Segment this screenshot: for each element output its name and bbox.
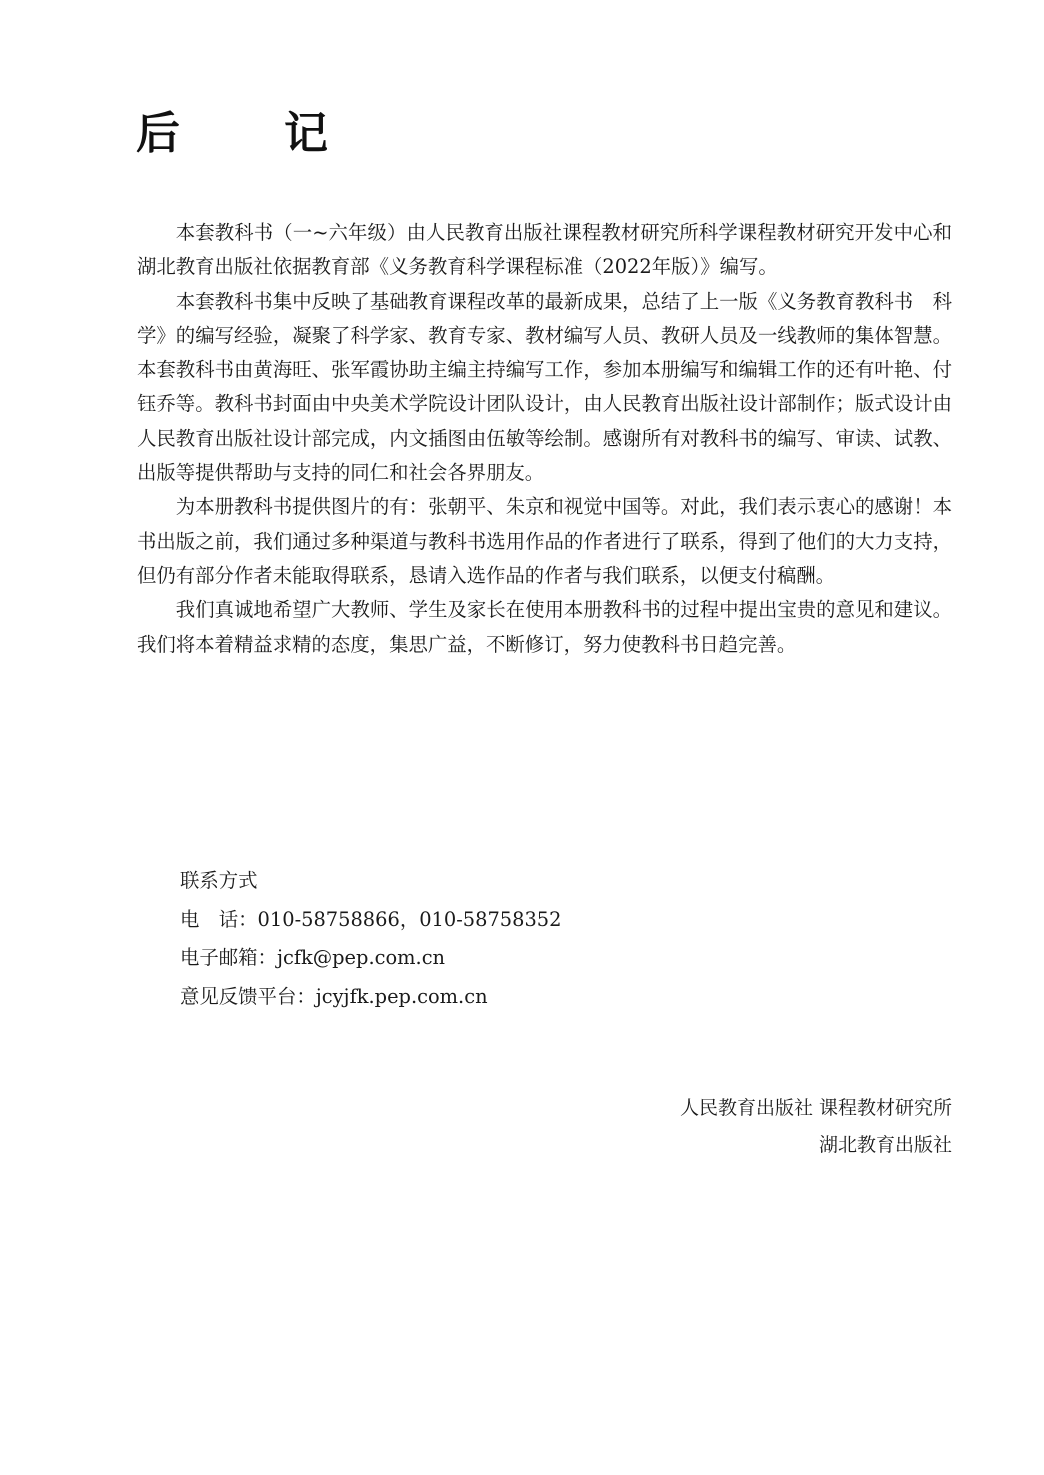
contact-heading: 联系方式 bbox=[180, 869, 258, 892]
publisher-line-hubei: 湖北教育出版社 bbox=[818, 1134, 952, 1156]
contact-phone: 电 话：010-58758866，010-58758352 bbox=[180, 907, 562, 931]
paragraph-image-credits: 为本册教科书提供图片的有：张朝平、朱京和视觉中国等。对此，我们表示衷心的感谢！本书出版之前，我们通过多种渠道与教科书选用作品的作者进行了联系，得到了他们的大力支持，但仍有部分作者未能取得联系，恳请入选作品的作者与我们联系，以便支付稿酬。 bbox=[137, 495, 952, 587]
paragraph-compilation: 本套教科书（一~六年级）由人民教育出版社课程教材研究所科学课程教材研究开发中心和湖北教育出版社依据教育部《义务教育科学课程标准（2022年版）》编写。 bbox=[137, 221, 952, 279]
publisher-signature bbox=[680, 1090, 952, 1164]
paragraph-acknowledgment-editors: 本套教科书集中反映了基础教育课程改革的最新成果，总结了上一版《义务教育教科书 科学》的编写经验，凝聚了科学家、教育专家、教材编写人员、教研人员及一线教师的集体智慧。本套教科书由黄海旺、张军霞协助主编主持编写工作，参加本册编写和编辑工作的还有叶艳、付钰乔等。教科书封面由中央美术学院设计团队设计，由人民教育出版社设计部制作；版式设计由人民教育出版社设计部完成，内文插图由伍敏等绘制。感谢所有对教科书的编写、审读、试教、出版等提供帮助与支持的同仁和社会各界朋友。 bbox=[137, 289, 952, 485]
body-text bbox=[137, 216, 952, 662]
contact-feedback-platform: 意见反馈平台：jcyjfk.pep.com.cn bbox=[180, 984, 488, 1008]
paragraph-feedback-request: 我们真诚地希望广大教师、学生及家长在使用本册教科书的过程中提出宝贵的意见和建议。我们将本着精益求精的态度，集思广益，不断修订，努力使教科书日趋完善。 bbox=[137, 598, 952, 656]
publisher-line-pep: 人民教育出版社 课程教材研究所 bbox=[679, 1097, 952, 1119]
contact-email: 电子邮箱：jcfk@pep.com.cn bbox=[180, 946, 446, 969]
page-title: 后 记 bbox=[136, 108, 358, 159]
contact-info bbox=[180, 862, 880, 1016]
